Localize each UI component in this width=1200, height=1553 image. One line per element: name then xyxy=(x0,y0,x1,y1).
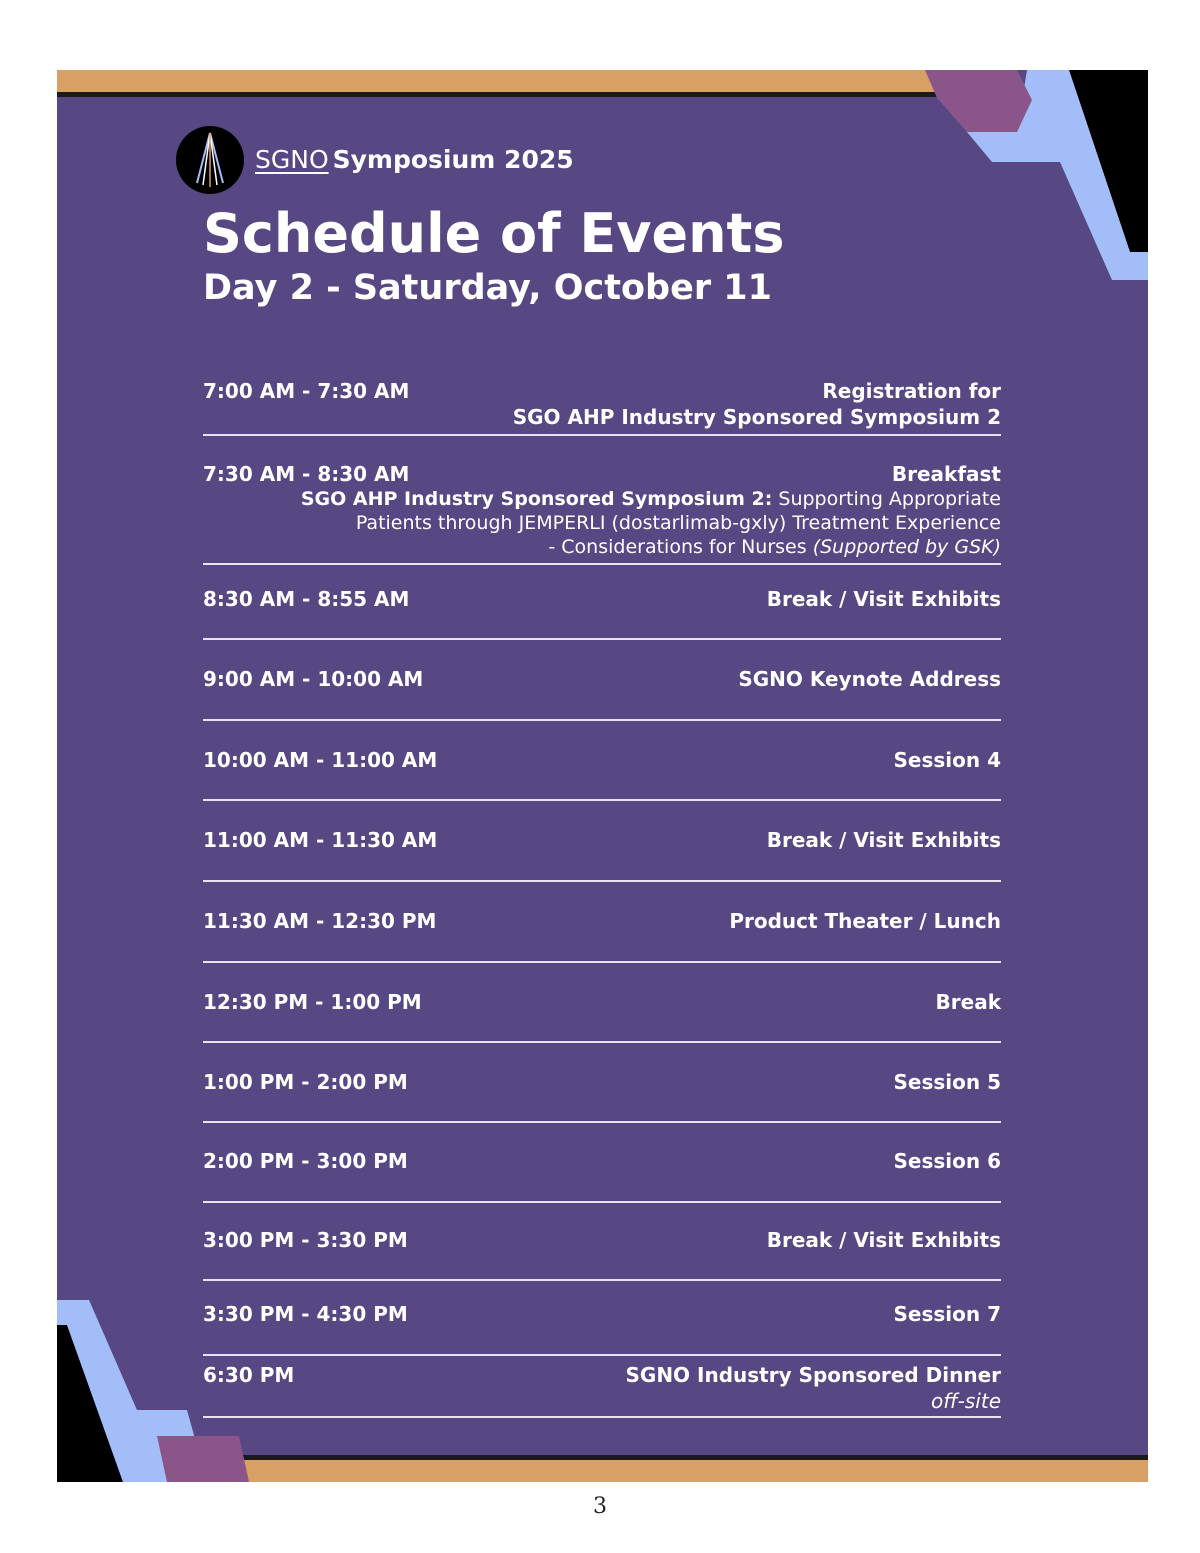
schedule-row xyxy=(203,908,1001,963)
row-event-line1: Registration for xyxy=(822,379,1001,403)
row-event xyxy=(626,1362,1002,1414)
row-time: 12:30 PM - 1:00 PM xyxy=(203,990,422,1014)
row-event-title: SGNO Industry Sponsored Dinner xyxy=(625,1363,1001,1387)
schedule-row xyxy=(203,1301,1001,1356)
schedule-row xyxy=(203,378,1001,436)
schedule-row xyxy=(203,989,1001,1043)
schedule-row xyxy=(203,461,1001,565)
row-event-title: Breakfast xyxy=(891,462,1001,486)
org-name: SGNO xyxy=(255,145,329,174)
schedule-row xyxy=(203,827,1001,882)
event-name: Symposium 2025 xyxy=(332,145,574,174)
detail-bold: SGO AHP Industry Sponsored Symposium 2: xyxy=(300,488,773,510)
schedule-row xyxy=(203,586,1001,640)
schedule-row xyxy=(203,1227,1001,1281)
row-time: 3:30 PM - 4:30 PM xyxy=(203,1302,408,1326)
row-event-detail-2: Patients through JEMPERLI (dostarlimab-gxly) Treatment Experience xyxy=(355,512,1001,534)
row-time: 10:00 AM - 11:00 AM xyxy=(203,748,438,772)
row-event: Break / Visit Exhibits xyxy=(766,587,1001,611)
row-event: Break / Visit Exhibits xyxy=(766,828,1001,852)
row-event: Product Theater / Lunch xyxy=(729,909,1001,933)
row-time: 9:00 AM - 10:00 AM xyxy=(203,667,424,691)
row-event-detail-3 xyxy=(203,535,1001,559)
schedule-row xyxy=(203,747,1001,801)
row-event: Session 7 xyxy=(893,1302,1001,1326)
row-event: Session 4 xyxy=(893,748,1001,772)
detail-text-3: - Considerations for Nurses xyxy=(548,536,807,558)
schedule-row xyxy=(203,666,1001,721)
page-subtitle: Day 2 - Saturday, October 11 xyxy=(203,268,772,308)
row-time: 7:00 AM - 7:30 AM xyxy=(203,379,410,403)
detail-text-1: Supporting Appropriate xyxy=(778,488,1001,510)
row-time: 11:00 AM - 11:30 AM xyxy=(203,828,438,852)
page-number: 3 xyxy=(593,1494,607,1519)
row-event xyxy=(203,461,1001,559)
row-event-line2: SGO AHP Industry Sponsored Symposium 2 xyxy=(512,405,1001,429)
row-event: Break / Visit Exhibits xyxy=(766,1228,1001,1252)
row-event-detail-1 xyxy=(203,487,1001,511)
row-event xyxy=(513,378,1001,430)
schedule-flyer xyxy=(57,70,1148,1482)
row-time: 7:30 AM - 8:30 AM xyxy=(203,462,410,486)
row-time: 1:00 PM - 2:00 PM xyxy=(203,1070,408,1094)
schedule-list xyxy=(57,70,1148,1482)
row-event: Session 5 xyxy=(893,1070,1001,1094)
row-time: 3:00 PM - 3:30 PM xyxy=(203,1228,408,1252)
row-time: 11:30 AM - 12:30 PM xyxy=(203,909,437,933)
row-time: 6:30 PM xyxy=(203,1363,295,1387)
schedule-row xyxy=(203,1148,1001,1203)
schedule-row xyxy=(203,1362,1001,1418)
row-time: 8:30 AM - 8:55 AM xyxy=(203,587,410,611)
page-title: Schedule of Events xyxy=(203,202,785,265)
detail-italic: (Supported by GSK) xyxy=(812,536,1001,558)
row-event: SGNO Keynote Address xyxy=(738,667,1001,691)
row-event: Session 6 xyxy=(893,1149,1001,1173)
row-event-note: off-site xyxy=(930,1389,1001,1413)
row-event: Break xyxy=(935,990,1001,1014)
row-time: 2:00 PM - 3:00 PM xyxy=(203,1149,408,1173)
schedule-row xyxy=(203,1069,1001,1123)
